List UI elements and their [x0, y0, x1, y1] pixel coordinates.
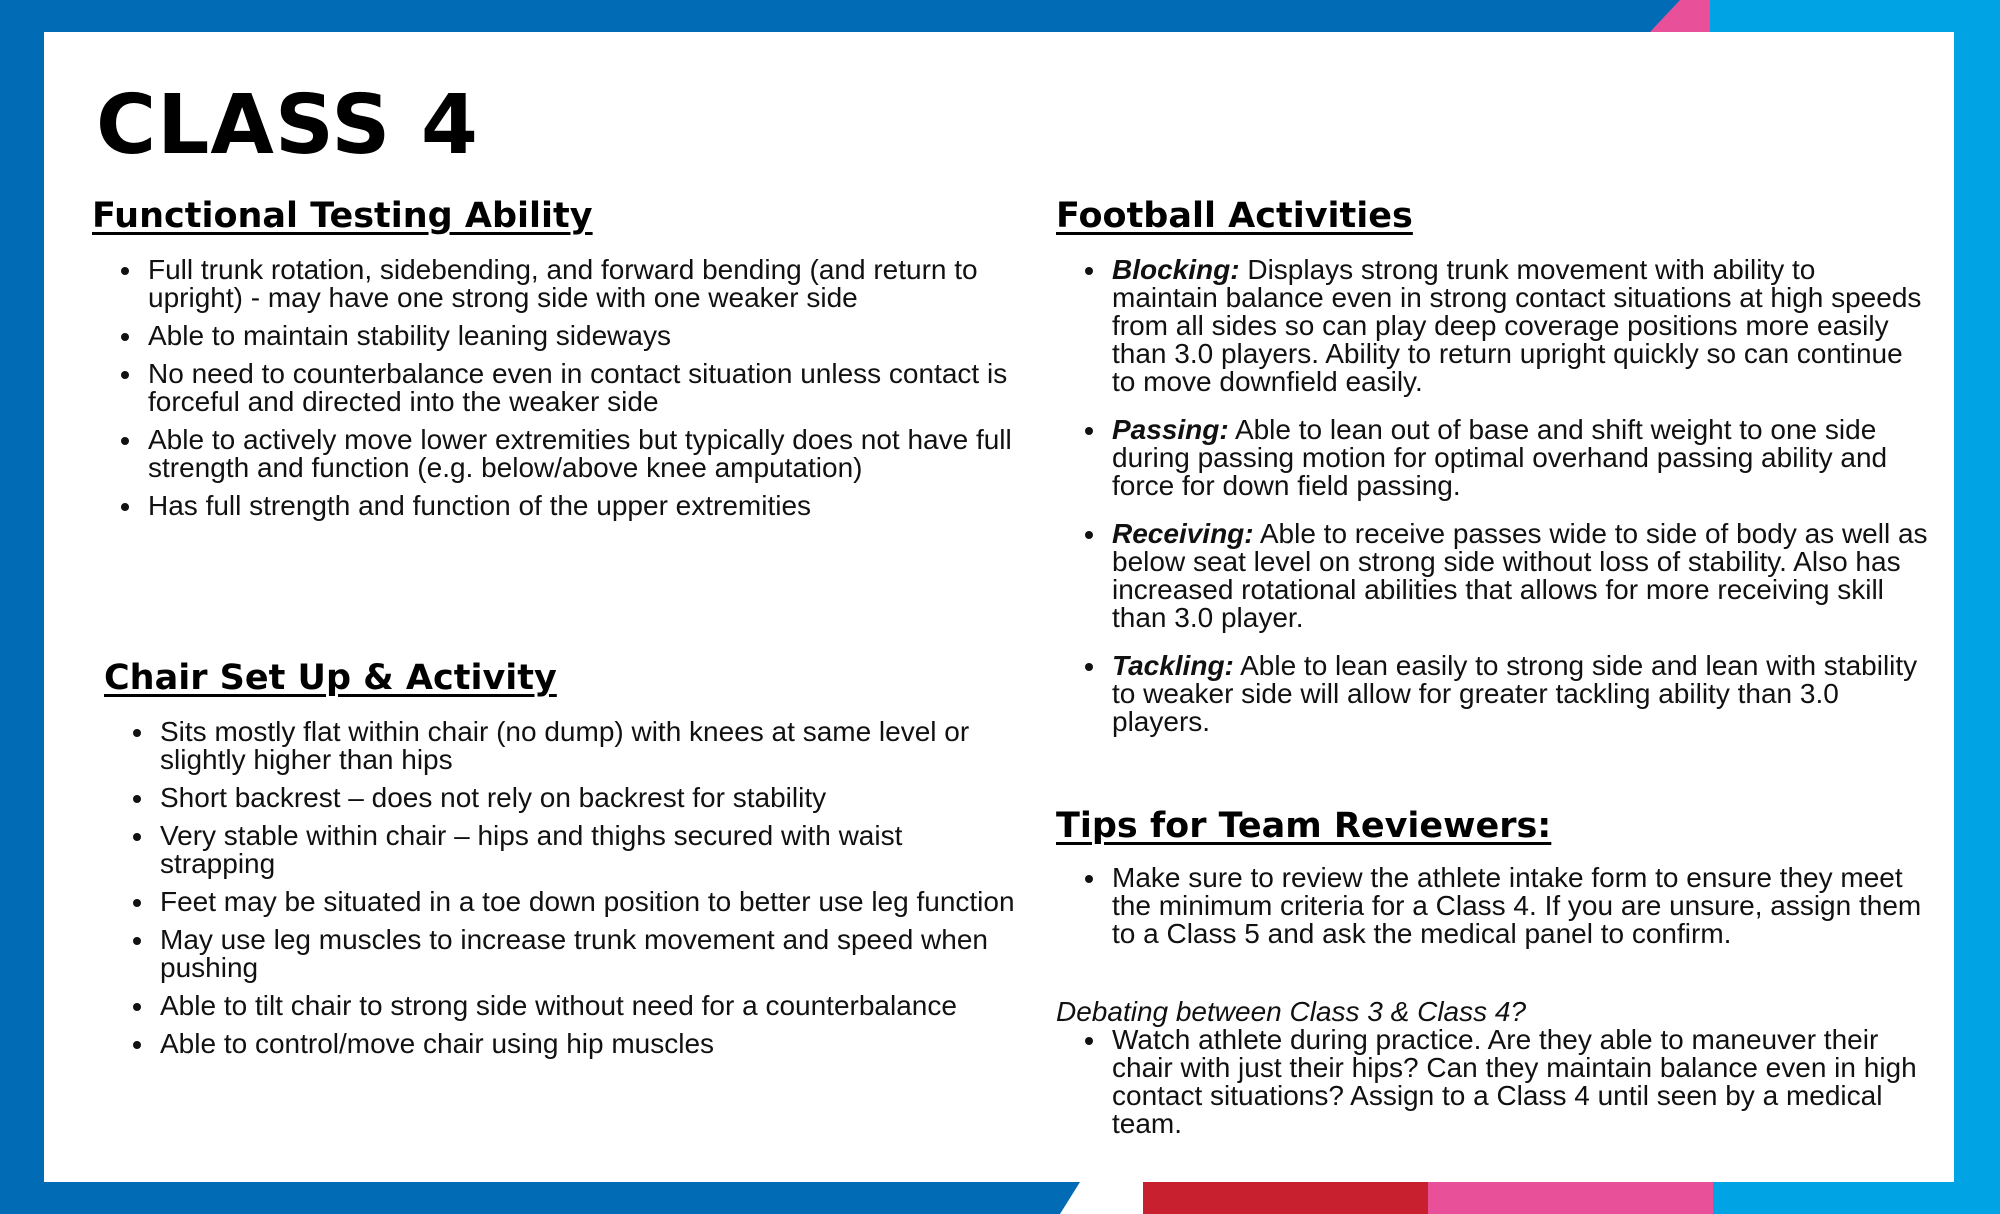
list-item: • Able to control/move chair using hip muscles [156, 1030, 1016, 1058]
list-item: • May use leg muscles to increase trunk movement and speed when pushing [156, 926, 1016, 982]
list-item: • Able to tilt chair to strong side without need for a counterbalance [156, 992, 1016, 1020]
list-item: • Make sure to review the athlete intake form to ensure they meet the minimum criteria for a Class 4. If you are unsure, assign them to a Class 5 and ask the medical panel to confirm. [1108, 864, 1928, 948]
tackling-term: Tackling: [1112, 650, 1234, 681]
functional-testing-list [96, 256, 1024, 530]
list-item: • Watch athlete during practice. Are they able to maneuver their chair with just their hips? Can they maintain balance even in high contact situations? Assign to a Class 4 until seen by a medical team. [1108, 1026, 1928, 1138]
list-item [1108, 416, 1928, 500]
list-item: • Sits mostly flat within chair (no dump) with knees at same level or slightly higher than hips [156, 718, 1016, 774]
list-item: • Full trunk rotation, sidebending, and forward bending (and return to upright) - may have one strong side with one weaker side [144, 256, 1024, 312]
list-item: • Short backrest – does not rely on backrest for stability [156, 784, 1016, 812]
blocking-text: Displays strong trunk movement with ability to maintain balance even in strong contact situations at high speeds from all sides so can play deep coverage positions more easily than 3.0 players. Ability to return upright quickly so can continue to move downfield easily. [1112, 254, 1922, 397]
receiving-text: Able to receive passes wide to side of body as well as below seat level on strong side without loss of stability. Also has increased rotational abilities that allows for more receiving skill than 3.0 player. [1112, 518, 1928, 633]
football-activities-heading: Football Activities [1056, 196, 1413, 236]
list-item [1108, 520, 1928, 632]
bottom-blue-band [0, 1182, 1080, 1214]
bottom-cyan-band [1713, 1182, 2000, 1214]
left-blue-band [0, 0, 44, 1214]
passing-text: Able to lean out of base and shift weight to one side during passing motion for optimal overhand passing ability and force for down field passing. [1112, 414, 1888, 501]
chair-setup-heading: Chair Set Up & Activity [104, 658, 557, 698]
list-item: • Has full strength and function of the upper extremities [144, 492, 1024, 520]
list-item [1108, 652, 1928, 736]
bottom-red-band [1143, 1182, 1428, 1214]
list-item: • No need to counterbalance even in contact situation unless contact is forceful and directed into the weaker side [144, 360, 1024, 416]
list-item: • Able to maintain stability leaning sideways [144, 322, 1024, 350]
list-item: • Feet may be situated in a toe down position to better use leg function [156, 888, 1016, 916]
passing-term: Passing: [1112, 414, 1229, 445]
chair-setup-list [108, 718, 1016, 1068]
tips-heading: Tips for Team Reviewers: [1056, 806, 1552, 846]
list-item: • Very stable within chair – hips and thighs secured with waist strapping [156, 822, 1016, 878]
page-title: CLASS 4 [96, 78, 479, 173]
football-activities-list [1060, 256, 1928, 756]
tips-list [1060, 864, 1928, 958]
list-item [1108, 256, 1928, 396]
bottom-pink-band [1428, 1182, 1713, 1214]
top-blue-band [0, 0, 1680, 32]
tackling-text: Able to lean easily to strong side and lean with stability to weaker side will allow for greater tackling ability than 3.0 players. [1112, 650, 1918, 737]
right-cyan-band [1954, 0, 2000, 1214]
tips-sub-list [1060, 1026, 1928, 1148]
tips-subheading: Debating between Class 3 & Class 4? [1056, 996, 1527, 1027]
functional-testing-heading: Functional Testing Ability [92, 196, 593, 236]
list-item: • Able to actively move lower extremities but typically does not have full strength and function (e.g. below/above knee amputation) [144, 426, 1024, 482]
receiving-term: Receiving: [1112, 518, 1254, 549]
blocking-term: Blocking: [1112, 254, 1240, 285]
